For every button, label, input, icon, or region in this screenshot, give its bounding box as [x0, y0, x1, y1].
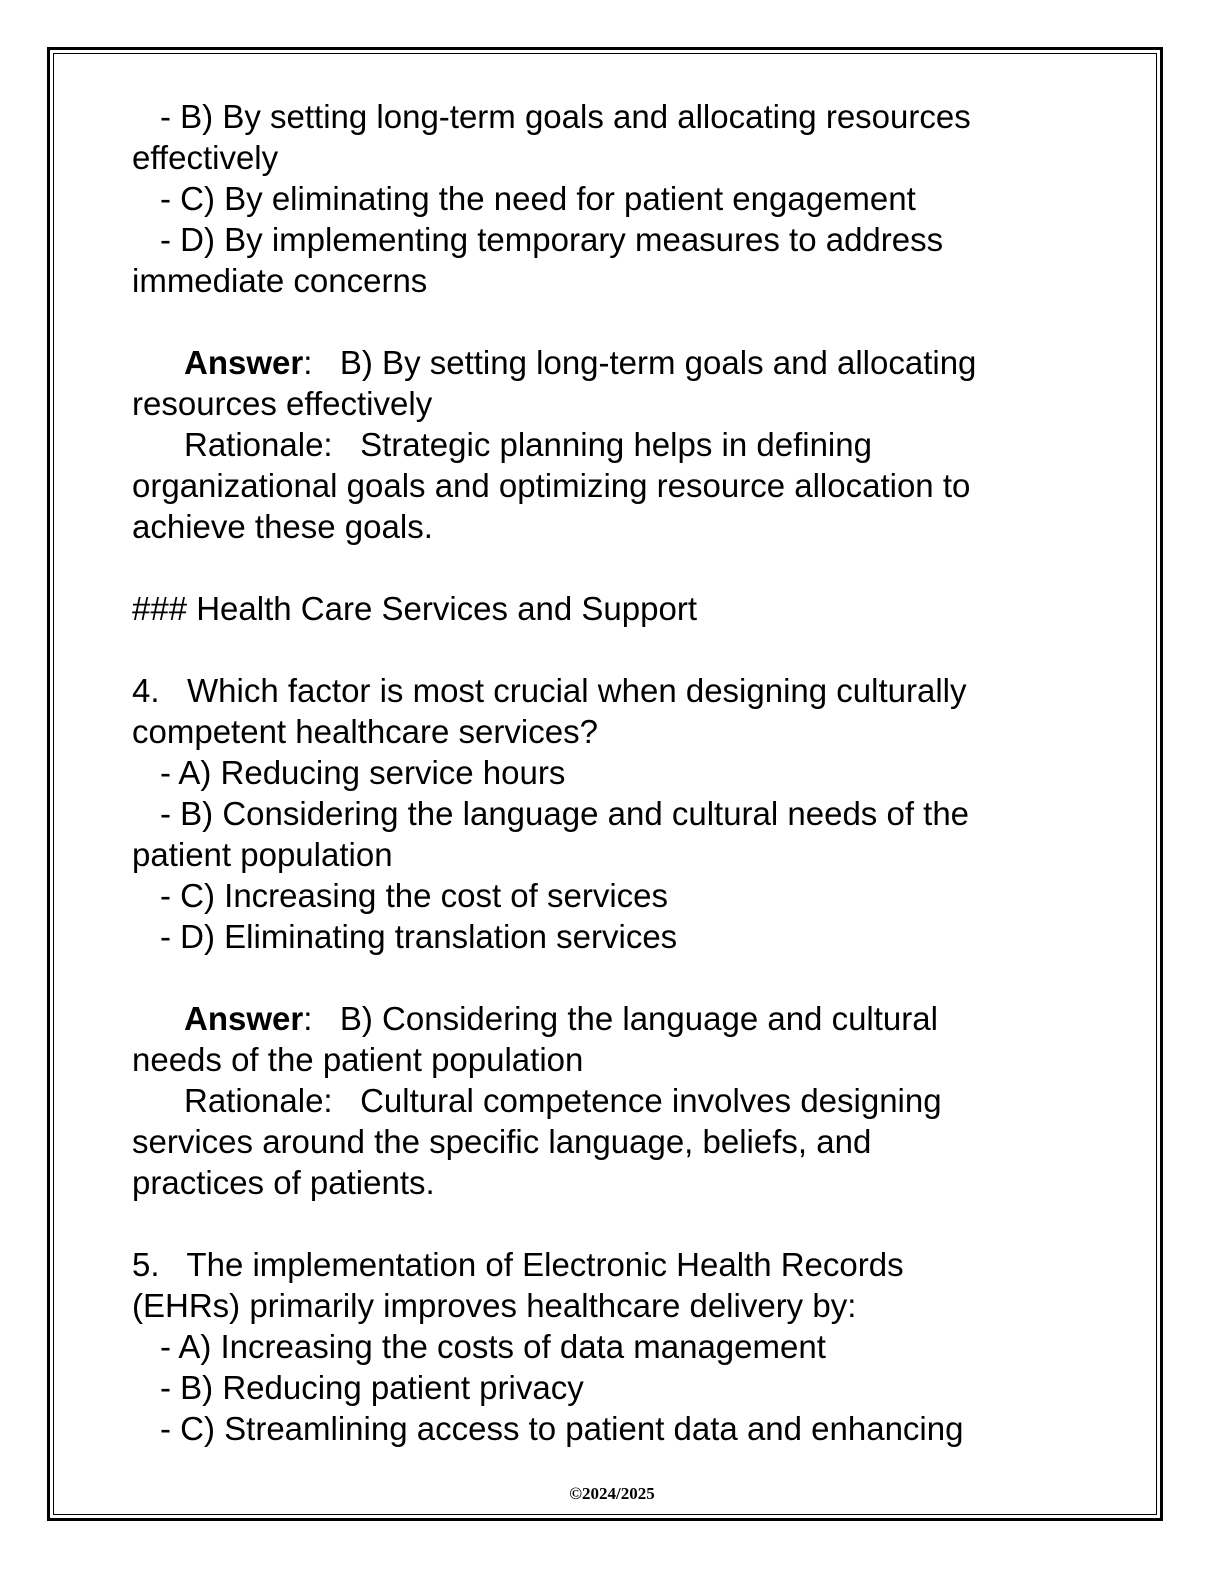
q4-rationale: Rationale: Cultural competence involves designing: [184, 1082, 942, 1119]
q3-answer-text: : B) By setting long-term goals and allocating: [303, 344, 977, 381]
q4-option-b-cont: patient population: [132, 836, 393, 873]
q3-rationale-cont: achieve these goals.: [132, 508, 433, 545]
q4-option-c: - C) Increasing the cost of services: [160, 877, 669, 914]
q3-option-d: - D) By implementing temporary measures to address: [160, 221, 944, 258]
q4-answer: [132, 998, 1052, 1039]
q3-rationale: Rationale: Strategic planning helps in defining: [184, 426, 872, 463]
q4-question: 4. Which factor is most crucial when designing culturally: [132, 672, 967, 709]
q4-option-b: - B) Considering the language and cultural needs of the: [160, 795, 970, 832]
document-body: [132, 96, 1052, 1449]
q4-answer-cont: needs of the patient population: [132, 1041, 584, 1078]
spacer: [132, 1203, 1052, 1244]
q4-option-d: - D) Eliminating translation services: [160, 918, 678, 955]
answer-label: Answer: [184, 344, 304, 381]
spacer: [132, 957, 1052, 998]
q3-answer-cont: resources effectively: [132, 385, 433, 422]
q4-answer-text: : B) Considering the language and cultural: [303, 1000, 938, 1037]
q5-question-cont: (EHRs) primarily improves healthcare delivery by:: [132, 1287, 857, 1324]
q5-option-c: - C) Streamlining access to patient data and enhancing: [160, 1410, 964, 1447]
q5-option-b: - B) Reducing patient privacy: [160, 1369, 584, 1406]
spacer: [132, 547, 1052, 588]
section-heading: ### Health Care Services and Support: [132, 590, 697, 627]
q4-rationale-cont: practices of patients.: [132, 1164, 435, 1201]
q3-option-c: - C) By eliminating the need for patient engagement: [160, 180, 916, 217]
spacer: [132, 629, 1052, 670]
q4-question-cont: competent healthcare services?: [132, 713, 598, 750]
q3-option-b: - B) By setting long-term goals and allocating resources: [160, 98, 971, 135]
page-footer-copyright: ©2024/2025: [569, 1484, 655, 1503]
answer-label: Answer: [184, 1000, 304, 1037]
q4-option-a: - A) Reducing service hours: [160, 754, 566, 791]
q3-rationale-cont: organizational goals and optimizing resource allocation to: [132, 467, 971, 504]
q5-option-a: - A) Increasing the costs of data management: [160, 1328, 826, 1365]
q4-rationale-cont: services around the specific language, beliefs, and: [132, 1123, 872, 1160]
q5-question: 5. The implementation of Electronic Health Records: [132, 1246, 904, 1283]
q3-answer: [132, 342, 1052, 383]
spacer: [132, 301, 1052, 342]
q3-option-b-cont: effectively: [132, 139, 279, 176]
q3-option-d-cont: immediate concerns: [132, 262, 428, 299]
